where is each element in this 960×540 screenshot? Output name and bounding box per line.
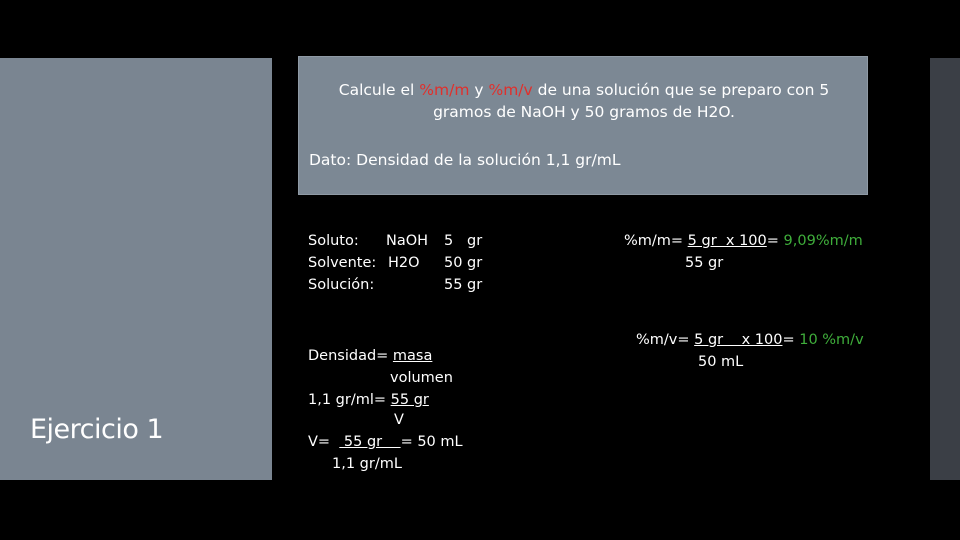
slide-title: Ejercicio 1: [30, 414, 164, 445]
dato-text: Dato: Densidad de la solución 1,1 gr/mL: [309, 151, 621, 169]
densidad-line5: [308, 431, 463, 453]
densidad-line5-num: 55 gr: [339, 434, 401, 450]
question-prefix: Calcule el: [338, 81, 420, 99]
question-suffix: de una solución que se preparo con 5: [532, 81, 830, 99]
mv-denominator: 50 mL: [698, 354, 744, 370]
soluto-name: NaOH: [386, 233, 429, 249]
solvente-label: Solvente:: [308, 255, 377, 271]
soluto-value: 5 gr: [444, 233, 483, 249]
mv-numerator: 5 gr x 100: [694, 332, 783, 348]
solucion-label: Solución:: [308, 277, 375, 293]
densidad-line6: 1,1 gr/mL: [332, 456, 402, 472]
question-box: [298, 56, 868, 195]
solucion-value: 55 gr: [444, 277, 483, 293]
mm-eq: =: [766, 233, 784, 249]
mv-prefix: %m/v=: [636, 332, 695, 348]
question-y: y: [469, 81, 489, 99]
mv-eq: =: [782, 332, 800, 348]
solvente-value: 50 gr: [444, 255, 483, 271]
question-text: [309, 79, 859, 123]
densidad-line5-prefix: V=: [308, 434, 340, 450]
mm-prefix: %m/m=: [624, 233, 688, 249]
decorative-strip: [930, 58, 960, 480]
densidad-v: V: [394, 412, 404, 428]
densidad-line3-value: 55 gr: [390, 392, 429, 408]
densidad-line3: [308, 389, 429, 411]
densidad-line1: [308, 345, 432, 367]
mv-result: 10 %m/v: [799, 332, 864, 348]
mm-numerator: 5 gr x 100: [687, 233, 767, 249]
question-mv: %m/v: [488, 81, 533, 99]
question-mm: %m/m: [419, 81, 470, 99]
densidad-line5-suffix: = 50 mL: [400, 434, 463, 450]
mm-result: 9,09%m/m: [783, 233, 863, 249]
densidad-line3-prefix: 1,1 gr/ml=: [308, 392, 391, 408]
question-line2: gramos de NaOH y 50 gramos de H2O.: [433, 103, 735, 121]
mm-denominator: 55 gr: [685, 255, 724, 271]
solvente-name: H2O: [388, 255, 420, 271]
densidad-prefix: Densidad=: [308, 348, 393, 364]
soluto-label: Soluto:: [308, 233, 359, 249]
densidad-masa: masa: [392, 348, 433, 364]
mm-line1: [624, 230, 863, 252]
mv-line1: [636, 329, 864, 351]
densidad-volumen: volumen: [390, 370, 453, 386]
